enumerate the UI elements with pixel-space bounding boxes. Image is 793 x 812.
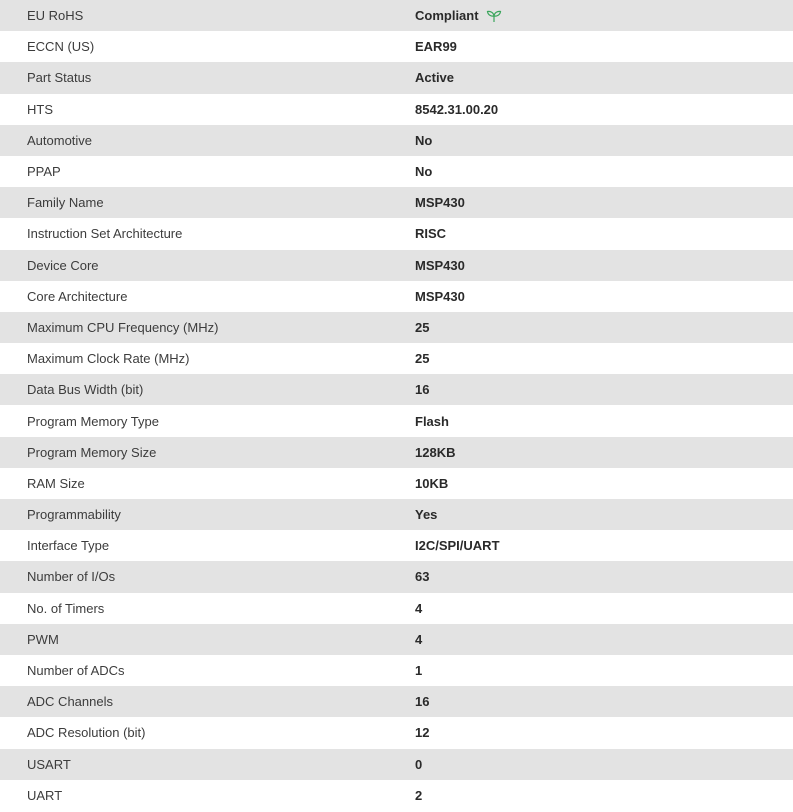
spec-label: Part Status (27, 70, 92, 86)
spec-row-pwm (0, 624, 793, 655)
spec-label: Family Name (27, 195, 104, 211)
spec-value: MSP430 (415, 195, 465, 211)
spec-value: No (415, 164, 433, 180)
spec-row-uart (0, 780, 793, 811)
spec-row-family-name (0, 187, 793, 218)
spec-label: Program Memory Size (27, 444, 157, 460)
leaf-icon (486, 9, 502, 23)
spec-row-adc-resolution (0, 717, 793, 748)
spec-label: Data Bus Width (bit) (27, 382, 144, 398)
spec-value: RISC (415, 226, 447, 242)
spec-label: Program Memory Type (27, 413, 159, 429)
spec-value: 10KB (415, 475, 449, 491)
spec-row-interface-type (0, 530, 793, 561)
spec-row-number-of-adcs (0, 655, 793, 686)
spec-value: 8542.31.00.20 (415, 101, 499, 117)
spec-value: 12 (415, 725, 430, 741)
spec-value: 128KB (415, 444, 456, 460)
spec-value: EAR99 (415, 39, 457, 55)
spec-row-usart (0, 749, 793, 780)
spec-value: 4 (415, 631, 423, 647)
spec-row-max-cpu-frequency (0, 312, 793, 343)
spec-label: Interface Type (27, 538, 110, 554)
spec-label: EU RoHS (27, 8, 84, 24)
spec-row-hts (0, 94, 793, 125)
spec-row-data-bus-width (0, 374, 793, 405)
spec-label: Automotive (27, 132, 93, 148)
spec-value (415, 8, 793, 23)
spec-row-part-status (0, 62, 793, 93)
spec-value: 25 (415, 319, 430, 335)
spec-value: Yes (415, 507, 438, 523)
spec-row-number-of-ios (0, 561, 793, 592)
spec-row-program-memory-size (0, 437, 793, 468)
spec-label: ECCN (US) (27, 39, 95, 55)
spec-value: 1 (415, 663, 423, 679)
spec-label: Programmability (27, 507, 121, 523)
spec-label: Core Architecture (27, 288, 128, 304)
spec-value: MSP430 (415, 257, 465, 273)
spec-row-program-memory-type (0, 405, 793, 436)
spec-value: 4 (415, 600, 423, 616)
spec-row-adc-channels (0, 686, 793, 717)
spec-row-automotive (0, 125, 793, 156)
spec-label: ADC Channels (27, 694, 113, 710)
spec-label: USART (27, 756, 71, 772)
spec-value: MSP430 (415, 288, 465, 304)
spec-value: 16 (415, 382, 430, 398)
spec-label: ADC Resolution (bit) (27, 725, 146, 741)
spec-label: UART (27, 787, 63, 803)
spec-value: 0 (415, 756, 423, 772)
spec-value: 63 (415, 569, 430, 585)
spec-value: Active (415, 70, 455, 86)
spec-label: Maximum Clock Rate (MHz) (27, 351, 190, 367)
spec-label: PWM (27, 631, 59, 647)
spec-row-device-core (0, 250, 793, 281)
spec-value: 25 (415, 351, 430, 367)
spec-row-eccn (0, 31, 793, 62)
spec-row-timers (0, 593, 793, 624)
spec-value: 2 (415, 787, 423, 803)
spec-row-ppap (0, 156, 793, 187)
spec-label: HTS (27, 101, 53, 117)
spec-label: Device Core (27, 257, 99, 273)
spec-value: Flash (415, 413, 449, 429)
spec-value: I2C/SPI/UART (415, 538, 500, 554)
spec-row-core-architecture (0, 281, 793, 312)
spec-value-text: Compliant (415, 8, 479, 24)
spec-label: Instruction Set Architecture (27, 226, 183, 242)
spec-label: PPAP (27, 164, 61, 180)
spec-row-isa (0, 218, 793, 249)
spec-label: Number of I/Os (27, 569, 116, 585)
spec-row-programmability (0, 499, 793, 530)
spec-value: No (415, 132, 433, 148)
spec-row-max-clock-rate (0, 343, 793, 374)
spec-label: No. of Timers (27, 600, 105, 616)
spec-row-ram-size (0, 468, 793, 499)
spec-value: 16 (415, 694, 430, 710)
spec-label: Number of ADCs (27, 663, 125, 679)
spec-row-eu-rohs (0, 0, 793, 31)
spec-label: Maximum CPU Frequency (MHz) (27, 319, 219, 335)
spec-label: RAM Size (27, 475, 85, 491)
